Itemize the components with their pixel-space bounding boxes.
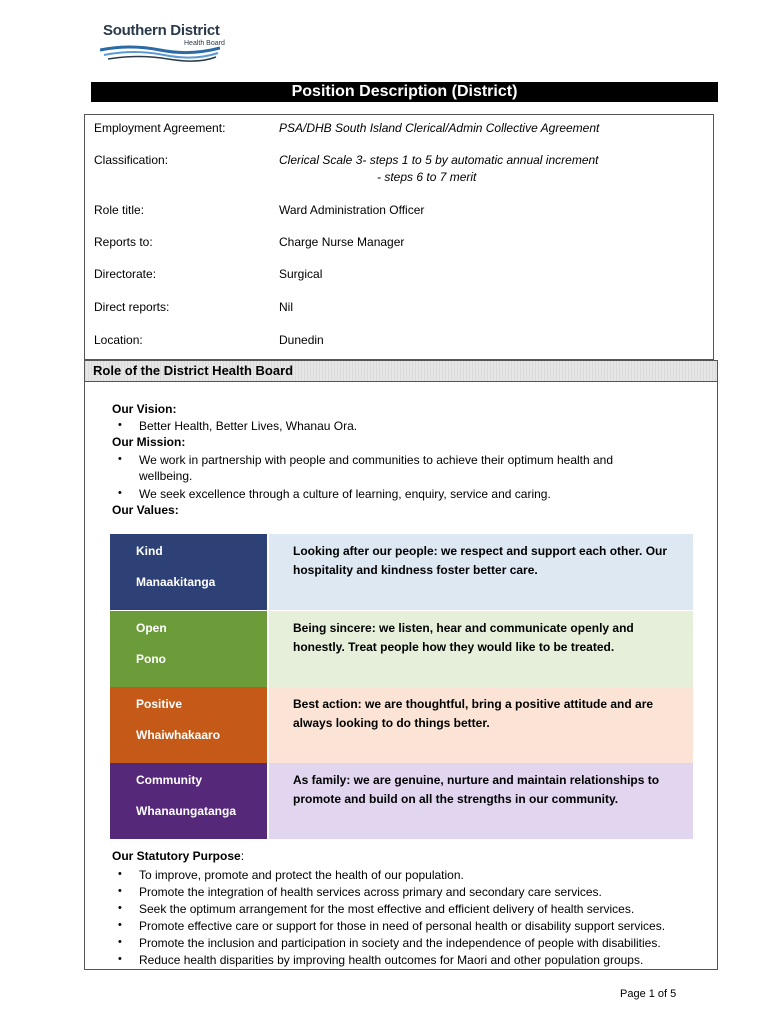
values-label: Our Values: [112,503,179,517]
employment-agreement-value: PSA/DHB South Island Clerical/Admin Collective Agreement [279,121,600,135]
document-title: Position Description (District) [91,82,718,102]
logo-subtitle: Health Board [184,40,225,47]
employment-agreement-label: Employment Agreement: [94,121,226,135]
value-row-positive [110,687,693,763]
classification-value-line2: - steps 6 to 7 merit [377,170,477,184]
vision-item: Better Health, Better Lives, Whanau Ora. [139,419,358,433]
bullet-icon: • [118,885,122,897]
directorate-value: Surgical [279,267,323,281]
mission-item: We seek excellence through a culture of learning, enquiry, service and caring. [139,487,551,501]
value-desc-cell [269,611,693,687]
value-description: Looking after our people: we respect and support each other. Our hospitality and kindness foster better care. [293,544,668,577]
statutory-item: To improve, promote and protect the health of our population. [139,868,464,882]
directorate-label: Directorate: [94,267,157,281]
value-name-cell [110,687,267,763]
value-description: Best action: we are thoughtful, bring a positive attitude and are always looking to do things better. [293,697,654,730]
location-value: Dunedin [279,333,324,347]
value-maori-name: Whaiwhakaaro [136,728,221,742]
bullet-icon: • [118,953,122,965]
mission-label: Our Mission: [112,435,186,449]
classification-value: Clerical Scale 3- steps 1 to 5 by automatic annual increment [279,153,599,167]
reports-to-value: Charge Nurse Manager [279,235,405,249]
value-row-community [110,763,693,839]
sdhb-logo [100,18,230,62]
direct-reports-value: Nil [279,300,293,314]
value-maori-name: Whanaungatanga [136,804,237,818]
value-name-cell [110,763,267,839]
statutory-item: Promote the inclusion and participation in society and the independence of people with disabilities. [139,936,661,950]
position-info-box [84,114,714,360]
value-description: Being sincere: we listen, hear and communicate openly and honestly. Treat people how they would like to be treated. [293,621,634,654]
value-desc-cell [269,534,693,610]
logo-title: Southern District [103,22,220,39]
page-number: Page 1 of 5 [620,988,677,1000]
value-maori-name: Manaakitanga [136,575,216,589]
value-desc-cell [269,763,693,839]
value-name-cell [110,534,267,610]
mission-item: We work in partnership with people and communities to achieve their optimum health and [139,453,614,467]
bullet-icon: • [118,936,122,948]
value-row-open [110,611,693,687]
value-name: Positive [136,697,183,711]
location-label: Location: [94,333,143,347]
value-name: Kind [136,544,163,558]
statutory-heading [112,849,244,863]
classification-label: Classification: [94,153,169,167]
statutory-item: Seek the optimum arrangement for the most effective and efficient delivery of health services. [139,902,635,916]
bullet-icon: • [118,419,122,431]
value-maori-name: Pono [136,652,166,666]
value-desc-cell [269,687,693,763]
role-title-value: Ward Administration Officer [279,203,425,217]
bullet-icon: • [118,868,122,880]
value-row-kind [110,534,693,610]
value-description: As family: we are genuine, nurture and maintain relationships to promote and build on all the strengths in our community. [293,773,660,806]
reports-to-label: Reports to: [94,235,153,249]
bullet-icon: • [118,453,122,465]
role-title-label: Role title: [94,203,145,217]
wave-icon [100,44,220,62]
vision-label: Our Vision: [112,402,177,416]
mission-item-continued: wellbeing. [139,469,193,483]
statutory-colon: : [240,849,245,863]
role-section-heading: Role of the District Health Board [84,360,718,382]
bullet-icon: • [118,919,122,931]
value-name-cell [110,611,267,687]
statutory-item: Promote effective care or support for those in need of personal health or disability support services. [139,919,666,933]
value-name: Community [136,773,202,787]
bullet-icon: • [118,902,122,914]
bullet-icon: • [118,487,122,499]
direct-reports-label: Direct reports: [94,300,170,314]
statutory-item: Reduce health disparities by improving health outcomes for Maori and other population groups. [139,953,644,967]
statutory-item: Promote the integration of health services across primary and secondary care services. [139,885,602,899]
value-name: Open [136,621,167,635]
statutory-label: Our Statutory Purpose [112,849,241,863]
